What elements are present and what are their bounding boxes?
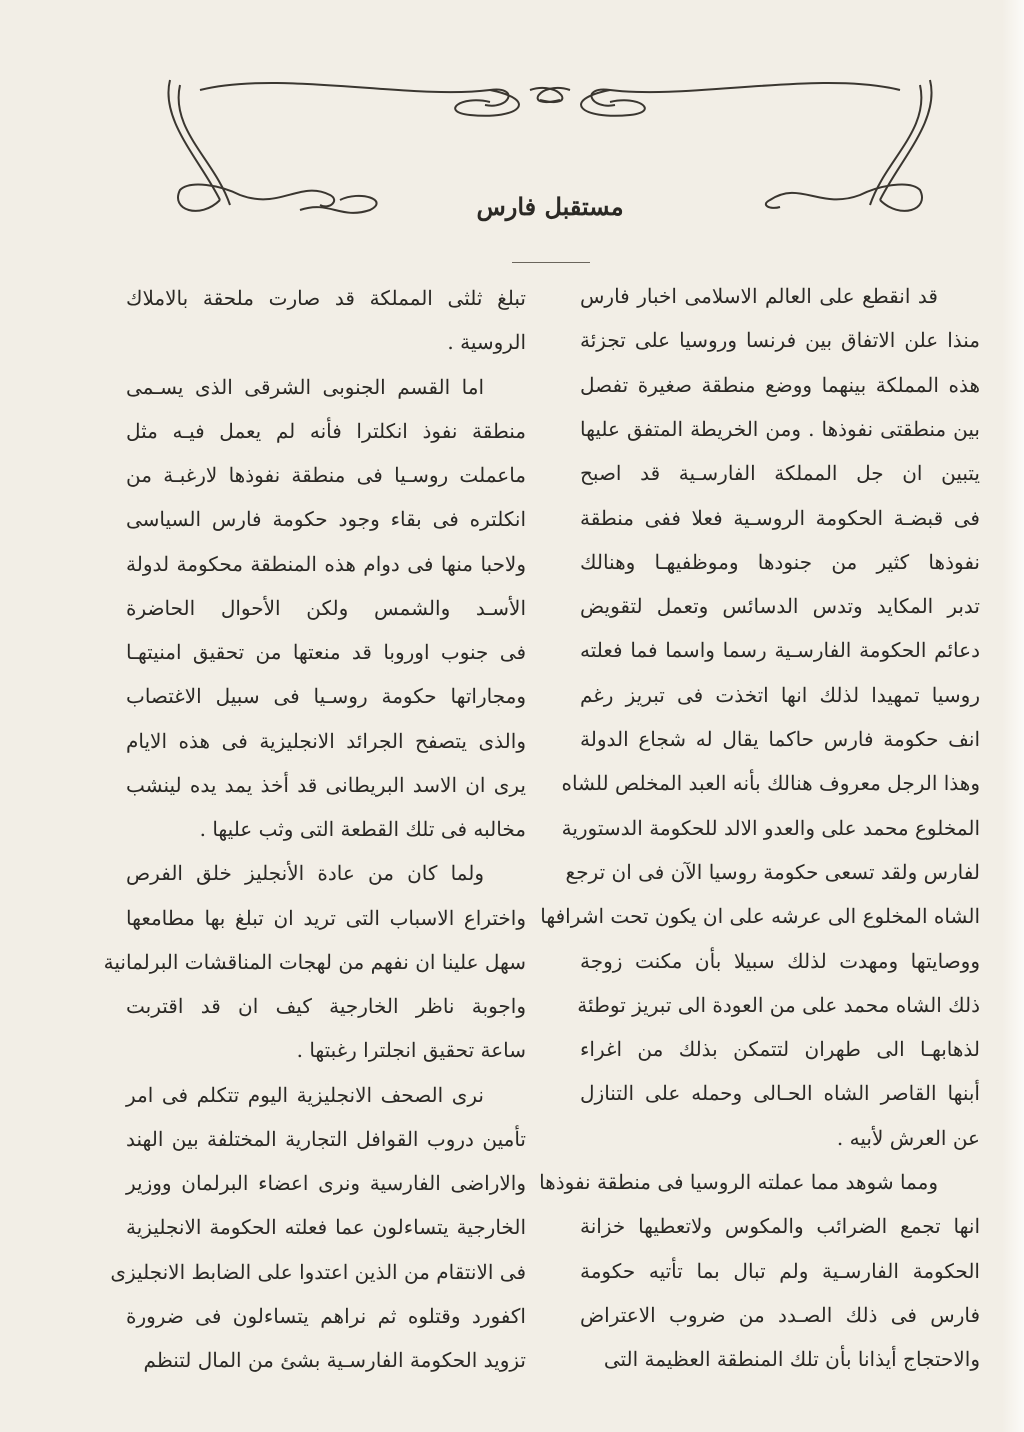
text-line: قد انقطع على العالم الاسلامى اخبار فارس (580, 284, 938, 308)
text-line: ساعة تحقيق انجلترا رغبتها . (296, 1038, 526, 1063)
text-line: ومجاراتها حكومة روسـيا فى سبيل الاغتصاب (126, 684, 526, 709)
text-line: دعائم الحكومة الفارسـية رسما واسما فما فعلته (580, 638, 980, 663)
text-line: الحكومة الفارسـية ولم تبال بما تأتيه حكومة (580, 1258, 980, 1283)
text-line: الأسـد والشمس ولكن الأحوال الحاضرة (126, 595, 526, 620)
text-line: عن العرش لأبيه . (836, 1125, 980, 1150)
text-line: منطقة نفوذ انكلترا فأنه لم يعمل فيـه مثل (126, 418, 526, 443)
text-line: فى قبضـة الحكومة الروسـية فعلا ففى منطقة (580, 505, 980, 530)
text-line: ووصايتها ومهدت لذلك سبيلا بأن مكنت زوجة (580, 948, 980, 973)
text-line: أبنها القاصر الشاه الحـالى وحمله على التنازل (580, 1081, 980, 1106)
text-line: لفارس ولقد تسعى حكومة روسيا الآن فى ان ترجع (565, 859, 980, 884)
text-line: فى الانتقام من الذين اعتدوا على الضابط الانجليزى (110, 1259, 526, 1284)
text-line: الخارجية يتساءلون عما فعلته الحكومة الانجليزية (126, 1215, 526, 1240)
text-line: ولما كان من عادة الأنجليز خلق الفرص (126, 861, 484, 886)
text-line: روسيا تمهيدا لذلك انها اتخذت فى تبريز رغم (580, 682, 980, 707)
text-line: المخلوع محمد على والعدو الالد للحكومة الدستورية (561, 815, 980, 840)
text-line: هذه المملكة بينهما ووضع منطقة صغيرة تفصل (580, 372, 980, 397)
article-title: مستقبل فارس (476, 192, 624, 221)
text-line: فارس فى ذلك الصـدد من ضروب الاعتراض (580, 1302, 980, 1327)
text-line: تبلغ ثلثى المملكة قد صارت ملحقة بالاملاك (126, 286, 526, 310)
title-divider (512, 262, 590, 263)
text-line: الروسية . (447, 330, 526, 355)
text-line: تأمين دروب القوافل التجارية المختلفة بين الهند (126, 1126, 526, 1151)
text-line: منذا علن الاتفاق بين فرنسا وروسيا على تجزئة (580, 328, 980, 353)
text-line: اما القسم الجنوبى الشرقى الذى يسـمى (126, 374, 484, 399)
text-line: تزويد الحكومة الفارسـية بشئ من المال لتنظم (143, 1348, 526, 1372)
text-line: ومما شوهد مما عملته الروسيا فى منطقة نفوذها (539, 1170, 938, 1194)
text-line: فى جنوب اوروبا قد منعتها من تحقيق امنيتهـا (126, 640, 526, 664)
text-line: يرى ان الاسد البريطانى قد أخذ يمد يده لينشب (126, 772, 526, 797)
text-line: ذلك الشاه محمد على من العودة الى تبريز توطئة (577, 992, 980, 1017)
page-edge (1002, 0, 1024, 1432)
text-line: اكفورد وقتلوه ثم نراهم يتساءلون فى ضرورة (126, 1303, 526, 1328)
text-line: والاراضى الفارسية ونرى اعضاء البرلمان ووزير (126, 1171, 526, 1195)
text-line: واجوبة ناظر الخارجية كيف ان قد اقتربت (126, 994, 526, 1018)
text-line: مخالبه فى تلك القطعة التى وثب عليها . (199, 817, 526, 841)
text-line: نرى الصحف الانجليزية اليوم تتكلم فى امر (126, 1082, 484, 1107)
text-line: بين منطقتى نفوذها . ومن الخريطة المتفق عليها (580, 416, 980, 441)
text-line: ماعملت روسـيا فى منطقة نفوذها لارغبـة من (126, 463, 526, 487)
text-line: انها تجمع الضرائب والمكوس ولاتعطيها خزانة (580, 1214, 980, 1239)
text-line: انكلتره فى بقاء وجود حكومة فارس السياسى (126, 507, 526, 532)
text-line: الشاه المخلوع الى عرشه على ان يكون تحت اشرافها (540, 904, 980, 929)
text-line: نفوذها كثير من جنودها وموظفيهـا وهنالك (580, 549, 980, 574)
text-line: يتبين ان جل المملكة الفارسـية قد اصبح (580, 461, 980, 486)
text-line: والاحتجاج أيذانا بأن تلك المنطقة العظيمة التى (603, 1347, 980, 1372)
text-line: لذهابهـا الى طهران لتتمكن بذلك من اغراء (580, 1037, 980, 1062)
text-line: سهل علينا ان نفهم من لهجات المناقشات البرلمانية (103, 949, 526, 974)
text-line: انف حكومة فارس حاكما يقال له شجاع الدولة (580, 727, 980, 751)
text-line: وهذا الرجل معروف هنالك بأنه العبد المخلص للشاه (561, 771, 980, 796)
text-line: ولاحبا منها فى دوام هذه المنطقة محكومة لدولة (126, 551, 526, 576)
text-line: واختراع الاسباب التى تريد ان تبلغ بها مطامعها (126, 905, 526, 930)
text-line: تدبر المكايد وتدس الدسائس وتعمل لتقويض (580, 594, 980, 619)
text-line: والذى يتصفح الجرائد الانجليزية فى هذه الايام (126, 728, 526, 753)
